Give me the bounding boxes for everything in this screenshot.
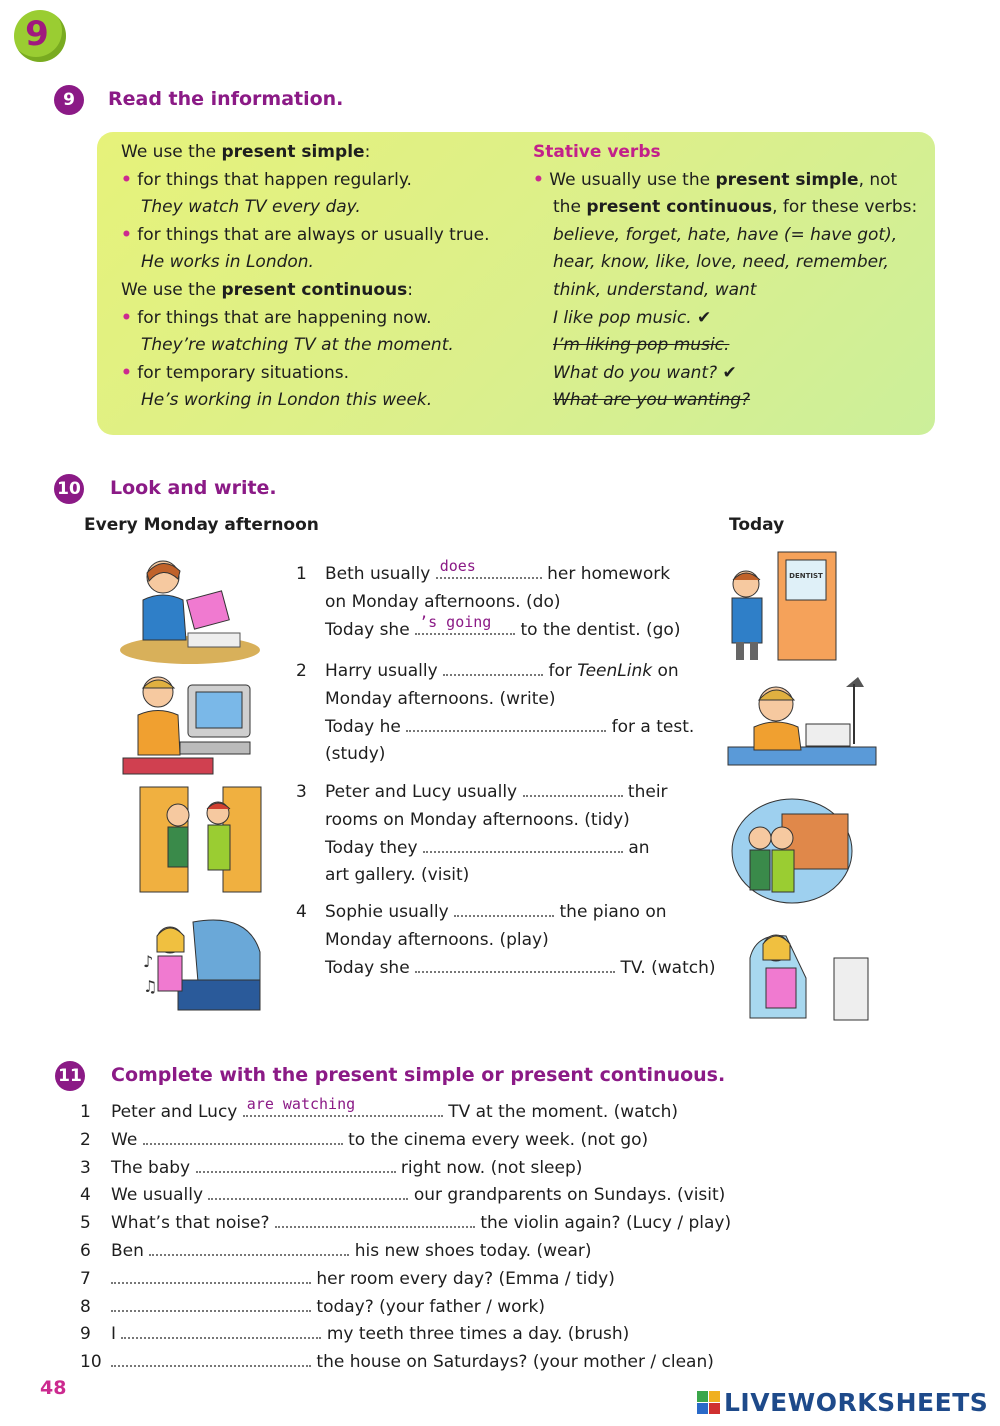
exercise-11-item: 6 Ben his new shoes today. (wear) (80, 1238, 731, 1266)
dentist-sign: DENTIST (789, 572, 823, 580)
answer-blank[interactable] (415, 955, 615, 973)
answer-blank[interactable]: are watching (243, 1099, 443, 1117)
answer-blank[interactable] (149, 1238, 349, 1256)
info-line: • We usually use the present simple, not (533, 169, 898, 190)
stative-verbs-heading: Stative verbs (533, 142, 661, 162)
exercise-9-number: 9 (54, 85, 84, 115)
info-line: • for temporary situations. (121, 362, 350, 383)
info-line: We use the present simple: (121, 142, 371, 162)
info-line: the present continuous, for these verbs: (553, 197, 918, 218)
answer-blank[interactable] (143, 1127, 343, 1145)
sophie-piano-illustration (138, 912, 263, 1017)
stative-verb-list: think, understand, want (553, 279, 757, 300)
exercise-11-list (80, 1095, 732, 1377)
harry-studying-illustration (726, 672, 878, 784)
exercise-11-number: 11 (55, 1061, 85, 1091)
beth-dentist-illustration (726, 550, 838, 662)
exercise-11-item: 1 Peter and Lucy are watching TV at the moment. (watch) (80, 1095, 678, 1122)
exercise-10-item: 4 Sophie usually the piano on Monday afternoons. (play) Today she TV. (watch) (296, 899, 716, 982)
liveworksheets-logo-icon (697, 1391, 721, 1415)
answer-blank[interactable] (523, 779, 623, 797)
exercise-10-item: 2 Harry usually for TeenLink on Monday afternoons. (write) Today he for a test. (study) (296, 658, 694, 769)
answer-blank[interactable] (208, 1182, 408, 1200)
answer-blank[interactable] (111, 1266, 311, 1284)
info-line: • for things that happen regularly. (121, 169, 412, 190)
info-example: They’re watching TV at the moment. (141, 335, 454, 356)
every-monday-heading: Every Monday afternoon (84, 515, 319, 535)
answer-blank[interactable] (121, 1321, 321, 1339)
page-number: 48 (40, 1377, 67, 1399)
exercise-11-title: Complete with the present simple or present continuous. (111, 1064, 726, 1086)
answer-blank[interactable] (111, 1349, 311, 1367)
exercise-9-title: Read the information. (108, 88, 344, 110)
answer-blank[interactable] (111, 1294, 311, 1312)
exercise-10-item: 1 Beth usually does her homework on Monday afternoons. (do) Today she ’s going to the dentist. (go) (296, 557, 681, 640)
beth-homework-illustration (118, 555, 263, 665)
unit-badge (14, 10, 66, 62)
info-example: He works in London. (141, 252, 314, 273)
exercise-11-item: 8 today? (your father / work) (80, 1294, 731, 1322)
answer-blank[interactable] (275, 1210, 475, 1228)
incorrect-example: I’m liking pop music. (553, 335, 730, 356)
sophie-tv-illustration (746, 918, 871, 1026)
correct-example: I like pop music. ✔ (553, 307, 712, 328)
stative-verb-list: believe, forget, hate, have (= have got), (553, 224, 898, 245)
exercise-11-item: 5 What’s that noise? the violin again? (Lucy / play) (80, 1210, 731, 1238)
exercise-10-number: 10 (54, 474, 84, 504)
info-line: We use the present continuous: (121, 279, 414, 300)
stative-verb-list: hear, know, like, love, need, remember, (553, 252, 889, 273)
incorrect-example: What are you wanting? (553, 390, 751, 411)
exercise-10-item: 3 Peter and Lucy usually their rooms on Monday afternoons. (tidy) Today they an art gallery. (visit) (296, 779, 668, 890)
grammar-left-column (121, 139, 489, 415)
answer-blank[interactable] (423, 835, 623, 853)
exercise-11-item: 2 We to the cinema every week. (not go) (80, 1127, 731, 1155)
answer-blank[interactable]: does (436, 561, 542, 579)
unit-number: 9 (25, 14, 49, 54)
info-line: • for things that are happening now. (121, 307, 432, 328)
answer-blank[interactable] (196, 1155, 396, 1173)
answer-blank[interactable] (443, 658, 543, 676)
exercise-11-item: 10 the house on Saturdays? (your mother / clean) (80, 1349, 731, 1377)
exercise-11-item: 4 We usually our grandparents on Sundays. (visit) (80, 1182, 731, 1210)
art-gallery-illustration (730, 796, 855, 906)
svg-text:♪: ♪ (143, 952, 154, 971)
exercise-11-item: 9 I my teeth three times a day. (brush) (80, 1321, 731, 1349)
info-example: He’s working in London this week. (141, 390, 433, 411)
answer-blank[interactable] (454, 899, 554, 917)
today-heading: Today (729, 515, 785, 535)
info-line: • for things that are always or usually true. (121, 224, 490, 245)
exercise-11-item: 3 The baby right now. (not sleep) (80, 1155, 731, 1183)
svg-text:♫: ♫ (143, 977, 158, 996)
answer-blank[interactable] (406, 714, 606, 732)
info-example: They watch TV every day. (141, 197, 361, 218)
exercise-11-item: 7 her room every day? (Emma / tidy) (80, 1266, 731, 1294)
exercise-10-title: Look and write. (110, 477, 277, 499)
peter-lucy-tidy-illustration (138, 785, 263, 897)
liveworksheets-logo: LIVEWORKSHEETS (724, 1388, 989, 1417)
grammar-right-column (533, 139, 917, 415)
correct-example: What do you want? ✔ (553, 362, 737, 383)
answer-blank[interactable]: ’s going (415, 617, 515, 635)
harry-computer-illustration (118, 670, 263, 780)
